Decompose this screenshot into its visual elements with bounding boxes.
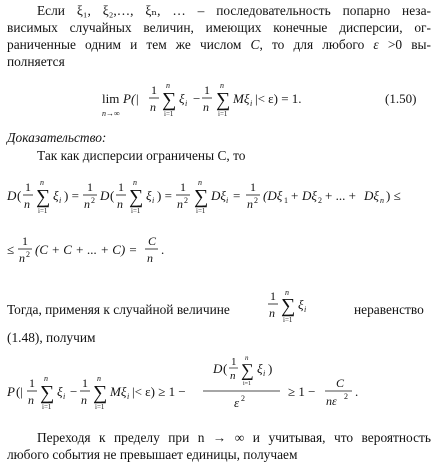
svg-text:i=1: i=1 (38, 207, 48, 215)
svg-text:i: i (152, 196, 155, 205)
svg-text:Mξ: Mξ (110, 384, 127, 399)
svg-text:1: 1 (22, 234, 28, 248)
frac-den-1: n (150, 100, 156, 114)
frac-num-2: 1 (204, 83, 210, 97)
svg-text:1: 1 (250, 180, 256, 194)
svg-text:nε: nε (326, 394, 337, 408)
variance-formula (0, 172, 437, 272)
chebyshev-formula (0, 355, 437, 425)
svg-text:i=1: i=1 (196, 207, 206, 215)
sum-bot-2: i=1 (218, 110, 228, 118)
svg-text:1: 1 (231, 356, 237, 368)
svg-text:Dξ: Dξ (302, 188, 317, 203)
svg-text:2: 2 (344, 392, 348, 401)
svg-text:2: 2 (184, 196, 188, 205)
paragraph-1-line-2: висимых случайных величин, имеющих конечные дисперсии, ог- (7, 20, 431, 35)
svg-text:n: n (198, 178, 202, 187)
svg-text:1: 1 (284, 196, 288, 205)
svg-text:≤: ≤ (7, 242, 15, 257)
sum-top-2: n (220, 81, 224, 90)
lim-subscript: n→∞ (102, 109, 120, 118)
svg-text:) =: ) = (157, 188, 172, 203)
svg-text:2: 2 (91, 196, 95, 205)
svg-text:i=1: i=1 (42, 403, 52, 411)
lim-symbol: lim (102, 91, 120, 106)
svg-text:(|: (| (16, 384, 23, 399)
svg-text:2: 2 (26, 250, 30, 259)
M-xi: Mξ (233, 91, 250, 106)
svg-text:+ ... +: + ... + (325, 188, 356, 203)
sum-top-1: n (166, 81, 170, 90)
svg-text:) =: ) = (64, 188, 79, 203)
svg-text:n: n (19, 251, 25, 265)
svg-text:D: D (213, 361, 223, 376)
svg-text:D: D (100, 188, 110, 203)
svg-text:n: n (269, 306, 275, 320)
minus-1: − (193, 91, 201, 106)
sum-sign-1: ∑ (162, 89, 177, 111)
paragraph-3-line-1: Переходя к пределу при n → ∞ и учитывая, что вероятность (37, 430, 431, 445)
limit-tail: |< ε) = 1. (255, 91, 302, 106)
svg-text:n: n (117, 197, 123, 211)
limit-formula (80, 78, 435, 126)
svg-text:i=1: i=1 (131, 207, 141, 215)
svg-text:−: − (70, 384, 78, 399)
svg-text:=: = (233, 188, 241, 203)
svg-text:) ≤: ) ≤ (386, 188, 401, 203)
svg-text:i: i (63, 392, 66, 401)
svg-text:ξ: ξ (57, 384, 63, 399)
proof-heading: Доказательство: (7, 130, 107, 145)
svg-text:n: n (28, 393, 34, 407)
proof-line: Так как дисперсии ограничены C, то (37, 148, 246, 163)
svg-text:|< ε) ≥ 1 −: |< ε) ≥ 1 − (132, 384, 186, 399)
svg-text:(: ( (223, 361, 228, 376)
svg-text:.: . (355, 384, 359, 399)
svg-text:C: C (148, 234, 157, 248)
svg-text:i=1: i=1 (243, 381, 252, 387)
svg-text:∑: ∑ (281, 295, 296, 317)
xi-sub-1: i (185, 99, 188, 108)
svg-text:n: n (24, 197, 30, 211)
sum-bot-1: i=1 (164, 110, 174, 118)
svg-text:(: ( (110, 188, 115, 203)
svg-text:1: 1 (25, 180, 31, 194)
svg-text:n: n (177, 197, 183, 211)
xi-1: ξ (179, 91, 185, 106)
svg-text:C: C (336, 376, 345, 390)
svg-text:2: 2 (241, 394, 245, 403)
svg-text:+: + (291, 188, 299, 203)
svg-text:i: i (263, 369, 266, 378)
svg-text:∑: ∑ (194, 186, 209, 208)
svg-text:i: i (226, 196, 229, 205)
svg-text:P: P (7, 384, 15, 399)
svg-text:(: ( (17, 188, 22, 203)
svg-text:n: n (245, 355, 249, 362)
svg-text:∑: ∑ (36, 186, 51, 208)
svg-text:i: i (59, 196, 62, 205)
frac-num-1: 1 (151, 83, 157, 97)
svg-text:ξ: ξ (53, 188, 59, 203)
svg-text:∑: ∑ (129, 186, 144, 208)
svg-text:∑: ∑ (40, 382, 55, 404)
svg-text:1: 1 (87, 180, 93, 194)
svg-text:n: n (44, 374, 48, 383)
svg-text:n: n (133, 178, 137, 187)
prob-P: P(| (123, 91, 139, 106)
svg-text:1: 1 (29, 376, 35, 390)
svg-text:D: D (7, 188, 17, 203)
svg-text:ξ: ξ (146, 188, 152, 203)
svg-text:1: 1 (270, 289, 276, 303)
frac-den-2: n (203, 100, 209, 114)
svg-text:.: . (161, 242, 165, 257)
M-xi-sub: i (250, 99, 253, 108)
svg-text:n: n (380, 196, 384, 205)
svg-text:1: 1 (118, 180, 124, 194)
sum-sign-2: ∑ (216, 89, 231, 111)
svg-text:1: 1 (180, 180, 186, 194)
svg-text:1: 1 (82, 376, 88, 390)
svg-text:n: n (147, 251, 153, 265)
svg-text:n: n (84, 197, 90, 211)
svg-text:n: n (97, 374, 101, 383)
paragraph-1-line-1: Если ξ₁, ξ₂,…, ξₙ, … – последовательность попарно неза- (37, 3, 431, 18)
paragraph-1-line-4: полняется (7, 54, 65, 69)
svg-text:∑: ∑ (93, 382, 108, 404)
svg-text:n: n (285, 288, 289, 297)
paragraph-2-line-1b: неравенство (354, 302, 424, 317)
svg-text:2: 2 (254, 196, 258, 205)
svg-text:i: i (127, 392, 130, 401)
svg-text:i=1: i=1 (283, 316, 293, 324)
svg-text:i=1: i=1 (95, 403, 105, 411)
svg-text:2: 2 (318, 196, 322, 205)
svg-text:Dξ: Dξ (211, 188, 226, 203)
svg-text:): ) (268, 361, 273, 376)
svg-text:n: n (81, 393, 87, 407)
svg-text:Dξ: Dξ (364, 188, 379, 203)
svg-text:ε: ε (234, 395, 240, 410)
paragraph-2-line-1a: Тогда, применяя к случайной величине (7, 302, 230, 317)
svg-text:ξ: ξ (257, 361, 263, 376)
paragraph-1-line-3: раниченные одним и тем же числом C, то для любого ε >0 вы- (7, 37, 431, 52)
svg-text:ξ: ξ (298, 297, 304, 312)
paragraph-2-line-2: (1.48), получим (7, 330, 96, 345)
svg-text:(Dξ: (Dξ (263, 188, 283, 203)
svg-text:n: n (230, 370, 236, 382)
svg-text:n: n (247, 197, 253, 211)
svg-text:∑: ∑ (241, 360, 254, 380)
equation-number: (1.50) (385, 91, 417, 106)
svg-text:≥ 1 −: ≥ 1 − (288, 384, 316, 399)
svg-text:n: n (40, 178, 44, 187)
svg-text:i: i (304, 305, 307, 314)
paragraph-3-line-2: любого события не превышает единицы, получаем (7, 447, 298, 462)
svg-text:(C + C + ... + C) =: (C + C + ... + C) = (35, 242, 138, 257)
inline-mean (262, 288, 322, 332)
